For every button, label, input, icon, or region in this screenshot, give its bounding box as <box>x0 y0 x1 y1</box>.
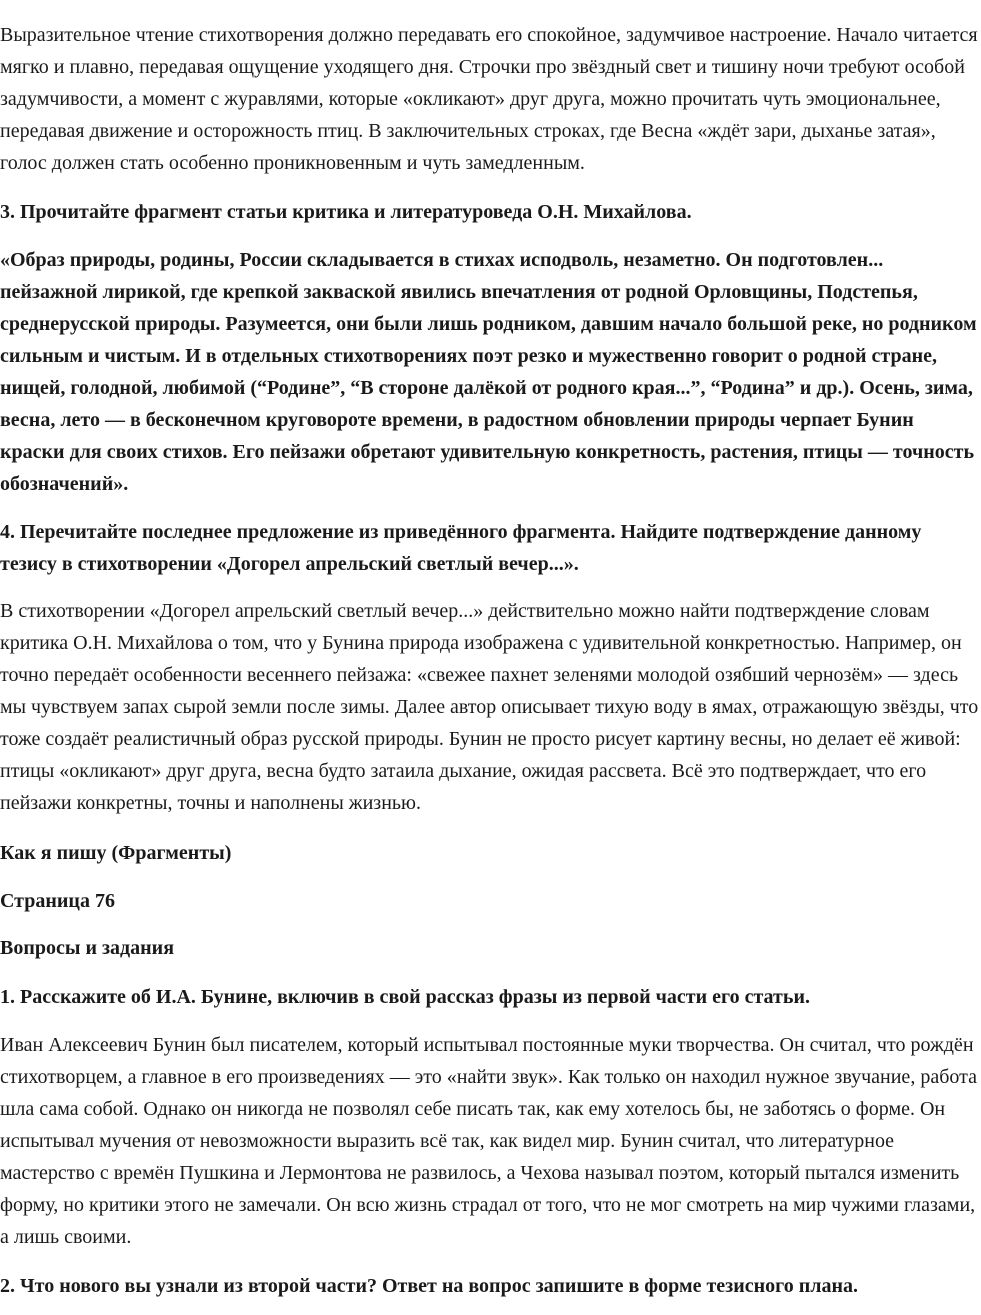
text-line: краски для своих стихов. Его пейзажи обретают удивительную конкретность, растения, птицы — точность <box>0 441 975 463</box>
text-line: 3. Прочитайте фрагмент статьи критика и литературоведа О.Н. Михайлова. <box>0 201 692 223</box>
text-line: обозначений». <box>0 473 129 495</box>
text-line: голос должен стать особенно проникновенным и чуть замедленным. <box>0 152 585 174</box>
text-line: точно передаёт особенности весеннего пейзажа: «свежее пахнет зеленями молодой озябший чернозём» — здесь <box>0 664 959 686</box>
text-line: критика О.Н. Михайлова о том, что у Бунина природа изображена с удивительной конкретностью. Например, он <box>0 632 962 654</box>
text-line: испытывал мучения от невозможности выразить всё так, как видел мир. Бунин считал, что литературное <box>0 1130 895 1152</box>
text-line: передавая движение и осторожность птиц. В заключительных строках, где Весна «ждёт зари, дыханье затая», <box>0 120 936 142</box>
text-line: 1. Расскажите об И.А. Бунине, включив в свой рассказ фразы из первой части его статьи. <box>0 986 810 1008</box>
text-line: пейзажи конкретны, точны и наполнены жизнью. <box>0 792 421 814</box>
text-line: весна, лето — в бесконечном круговороте времени, в радостном обновлении природы черпает Бунин <box>0 409 914 431</box>
text-line: Выразительное чтение стихотворения должно передавать его спокойное, задумчивое настроение. Начало читается <box>0 24 978 46</box>
text-line: Страница 76 <box>0 890 115 912</box>
text-line: Как я пишу (Фрагменты) <box>0 842 232 864</box>
text-line: сильным и чистым. И в отдельных стихотворениях поэт резко и мужественно говорит о родной стране, <box>0 345 937 367</box>
text-line: тезису в стихотворении «Догорел апрельский светлый вечер...». <box>0 553 579 575</box>
text-line: 4. Перечитайте последнее предложение из приведённого фрагмента. Найдите подтверждение данному <box>0 521 922 543</box>
text-line: «Образ природы, родины, России складывается в стихах исподволь, незаметно. Он подготовлен... <box>0 249 884 271</box>
text-line: нищей, голодной, любимой (“Родине”, “В стороне далёкой от родного края...”, “Родина” и др.). Осень, зима, <box>0 377 973 399</box>
text-line: мы чувствуем запах сырой земли после зимы. Далее автор описывает тихую воду в ямах, отражающую звёзды, что <box>0 696 979 718</box>
text-line: шла сама собой. Однако он никогда не позволял себе писать так, как ему хотелось бы, не заботясь о форме. Он <box>0 1098 946 1120</box>
text-line: форму, но критики этого не замечали. Он всю жизнь страдал от того, что не мог смотреть на мир чужими глазами, <box>0 1194 976 1216</box>
text-line: задумчивости, а момент с журавлями, которые «окликают» друг друга, можно прочитать чуть эмоциональнее, <box>0 88 941 110</box>
text-line: тоже создаёт реалистичный образ русской природы. Бунин не просто рисует картину весны, но делает её живой: <box>0 728 961 750</box>
text-line: Иван Алексеевич Бунин был писателем, который испытывал постоянные муки творчества. Он считал, что рождён <box>0 1034 974 1056</box>
text-line: 2. Что нового вы узнали из второй части? Ответ на вопрос запишите в форме тезисного плана. <box>0 1275 858 1297</box>
text-line: а лишь своими. <box>0 1226 132 1248</box>
text-line: стихотворцем, а главное в его произведениях — это «найти звук». Как только он находил нужное звучание, работа <box>0 1066 977 1088</box>
text-line: мастерство с времён Пушкина и Лермонтова не развилось, а Чехова называл поэтом, который пытался изменить <box>0 1162 960 1184</box>
text-line: птицы «окликают» друг друга, весна будто затаила дыхание, ожидая рассвета. Всё это подтверждает, что его <box>0 760 927 782</box>
text-line: В стихотворении «Догорел апрельский светлый вечер...» действительно можно найти подтверждение словам <box>0 600 930 622</box>
text-line: среднерусской природы. Разумеется, они были лишь родником, давшим начало большой реке, но родником <box>0 313 977 335</box>
text-line: пейзажной лирикой, где крепкой закваской явились впечатления от родной Орловщины, Подстепья, <box>0 281 918 303</box>
text-line: Вопросы и задания <box>0 937 175 959</box>
text-line: мягко и плавно, передавая ощущение уходящего дня. Строчки про звёздный свет и тишину ночи требуют особой <box>0 56 965 78</box>
